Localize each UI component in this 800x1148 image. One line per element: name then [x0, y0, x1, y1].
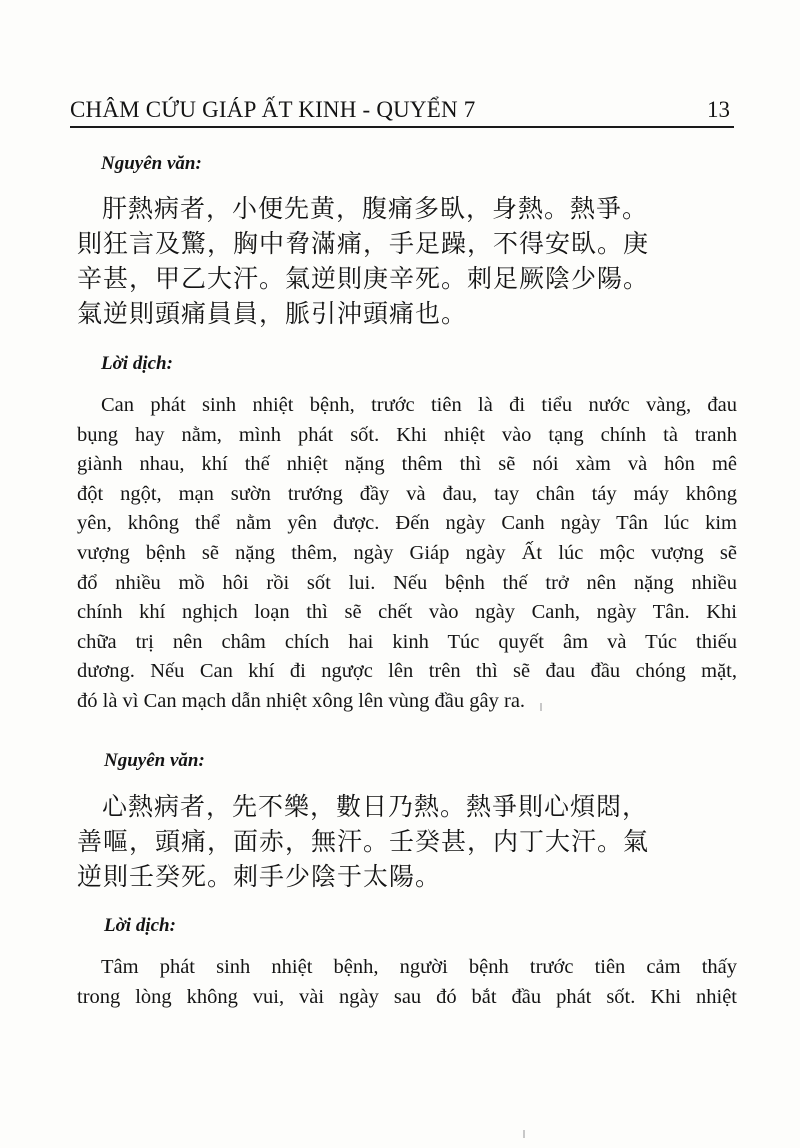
classical-line: 善嘔，頭痛，面赤，無汗。壬癸甚，内丁大汗。氣: [77, 827, 650, 856]
translation-heading: Lời dịch:: [104, 915, 176, 936]
translation-line: dương. Nếu Can khí đi ngược lên trên thì sẽ đau đầu chóng mặt,: [77, 660, 737, 683]
translation-line: vượng bệnh sẽ nặng thêm, ngày Giáp ngày Ất lúc mộc vượng sẽ: [77, 541, 737, 564]
classical-line: 逆則壬癸死。刺手少陰于太陽。: [77, 862, 442, 891]
translation-line: đột ngột, mạn sườn trướng đầy và đau, tay chân táy máy không: [77, 482, 737, 505]
translation-line: yên, không thể nằm yên được. Đến ngày Canh ngày Tân lúc kim: [77, 512, 737, 535]
translation-line: chữa trị nên châm chích hai kinh Túc quyết âm và Túc thiếu: [77, 630, 737, 653]
vietnamese-translation: [77, 391, 737, 717]
translation-line: chính khí nghịch loạn thì sẽ chết vào ngày Canh, ngày Tân. Khi: [77, 601, 737, 624]
print-speck: [540, 703, 542, 711]
translation-line: đổ nhiều mồ hôi rồi sốt lui. Nếu bệnh thế trở nên nặng nhiều: [77, 571, 737, 594]
running-header: [70, 88, 734, 128]
translation-heading: Lời dịch:: [101, 353, 173, 374]
classical-line: 心熱病者，先不樂，數日乃熱。熱爭則心煩悶，: [102, 792, 649, 821]
page-number: 13: [707, 97, 730, 122]
translation-line: Can phát sinh nhiệt bệnh, trước tiên là đi tiểu nước vàng, đau: [101, 394, 737, 416]
classical-line: 氣逆則頭痛員員，脈引沖頭痛也。: [77, 299, 468, 328]
translation-line: trong lòng không vui, vài ngày sau đó bắt đầu phát sốt. Khi nhiệt: [77, 985, 737, 1008]
classical-line: 則狂言及驚，胸中脅滿痛，手足躁，不得安臥。庚: [77, 229, 650, 258]
original-classical-text: [77, 789, 727, 894]
translation-line: đó là vì Can mạch dẫn nhiệt xông lên vùng đầu gây ra.: [77, 689, 526, 712]
original-text-heading: Nguyên văn:: [101, 153, 202, 174]
header-title: CHÂM CỨU GIÁP ẤT KINH - QUYỂN 7: [70, 97, 476, 122]
translation-line: Tâm phát sinh nhiệt bệnh, người bệnh trước tiên cảm thấy: [101, 956, 737, 978]
classical-line: 肝熱病者，小便先黄，腹痛多臥，身熱。熱爭。: [102, 194, 649, 223]
translation-line: giành nhau, khí thế nhiệt nặng thêm thì sẽ nói xàm và hôn mê: [77, 453, 737, 476]
original-text-heading: Nguyên văn:: [104, 750, 205, 771]
classical-line: 辛甚，甲乙大汗。氣逆則庚辛死。刺足厥陰少陽。: [77, 264, 650, 293]
vietnamese-translation: [77, 953, 737, 1012]
translation-line: bụng hay nằm, mình phát sốt. Khi nhiệt vào tạng chính tà tranh: [77, 423, 737, 446]
original-classical-text: [77, 191, 727, 331]
print-speck: [523, 1130, 525, 1138]
